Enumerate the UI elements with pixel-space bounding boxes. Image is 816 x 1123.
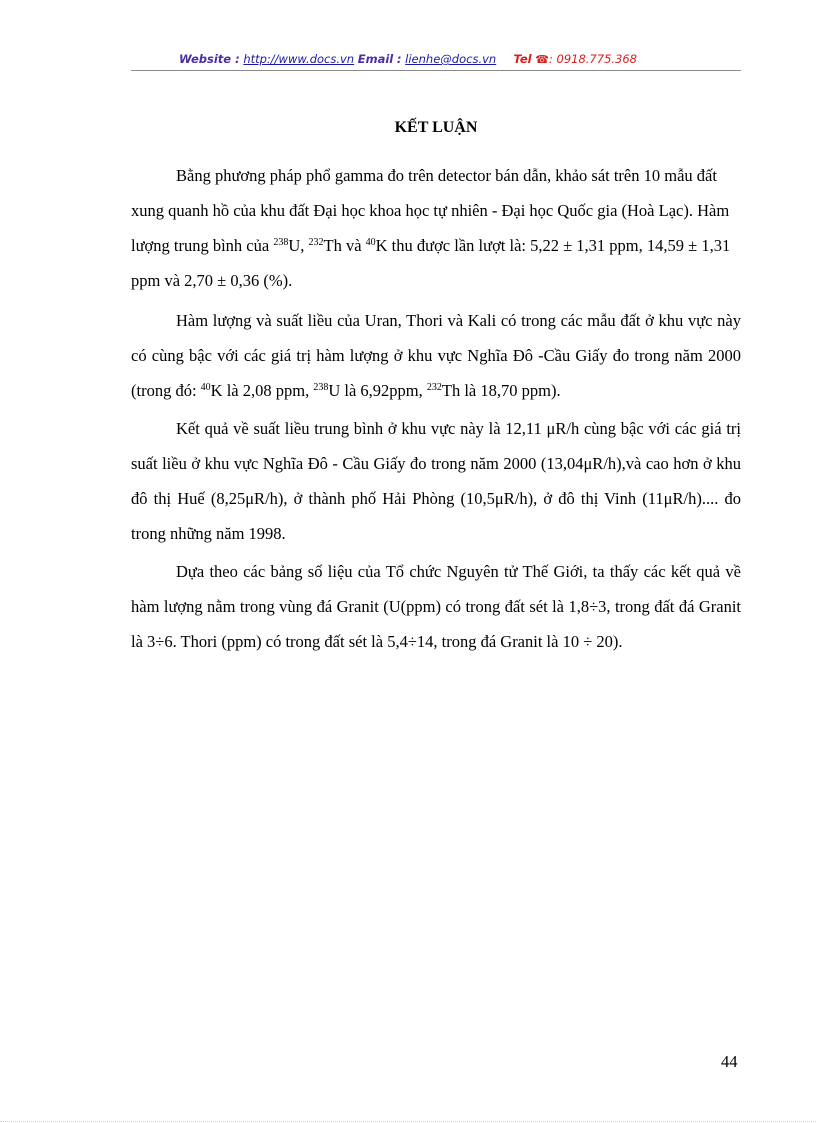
email-label: Email bbox=[357, 52, 394, 66]
page-number: 44 bbox=[721, 1052, 738, 1071]
section-title: KẾT LUẬN bbox=[394, 119, 478, 136]
email-separator: : bbox=[396, 52, 402, 66]
body-text bbox=[131, 158, 741, 659]
tel-label: Tel bbox=[513, 52, 532, 66]
email-link[interactable]: lienhe@docs.vn bbox=[405, 52, 497, 66]
header-divider bbox=[131, 70, 741, 71]
paragraph-2: Hàm lượng và suất liều của Uran, Thori và Kali có trong các mẫu đất ở khu vực này có cùng bậc với các giá trị hàm lượng ở khu vực Nghĩa Đô -Cầu Giấy đo trong năm 2000 (trong đó: $^{40}$K là 2,08 ppm, $^{238}$U là 6,92ppm, $^{232}$Th là 18,70 ppm). bbox=[131, 311, 741, 400]
paragraph-3: Kết quả về suất liều trung bình ở khu vực này là 12,11 μR/h cùng bậc với các giá trị suất liều ở khu vực Nghĩa Đô - Cầu Giấy đo trong năm 2000 (13,04μR/h),và cao hơn ở khu đô thị Huế (8,25μR/h), ở thành phố Hải Phòng (10,5μR/h), ở đô thị Vinh (11μR/h).... đo trong những năm 1998. bbox=[131, 419, 741, 543]
paragraph-4: Dựa theo các bảng số liệu của Tổ chức Nguyên tử Thế Giới, ta thấy các kết quả về hàm lượng nằm trong vùng đá Granit (U(ppm) có trong đất sét là 1,8÷3, trong đất đá Granit là 3÷6. Thori (ppm) có trong đất sét là 5,4÷14, trong đá Granit là 10 ÷ 20). bbox=[131, 562, 741, 651]
phone-number: : 0918.775.368 bbox=[548, 52, 637, 66]
phone-icon: ☎ bbox=[535, 53, 549, 66]
paragraph-1: Bằng phương pháp phổ gamma đo trên detector bán dẫn, khảo sát trên 10 mẫu đất xung quanh hồ của khu đất Đại học khoa học tự nhiên - Đại học Quốc gia (Hoà Lạc). Hàm lượng trung bình của $^{238}$U, $^{232}$Th và $^{40}$K thu được lần lượt là: 5,22 ± 1,31 ppm, 14,59 ± 1,31 ppm và 2,70 ± 0,36 (%). bbox=[131, 166, 731, 290]
website-link[interactable]: http://www.docs.vn bbox=[243, 52, 355, 66]
website-label: Website : bbox=[179, 52, 240, 66]
page-header bbox=[0, 52, 816, 66]
page-bottom-edge bbox=[0, 1121, 816, 1122]
